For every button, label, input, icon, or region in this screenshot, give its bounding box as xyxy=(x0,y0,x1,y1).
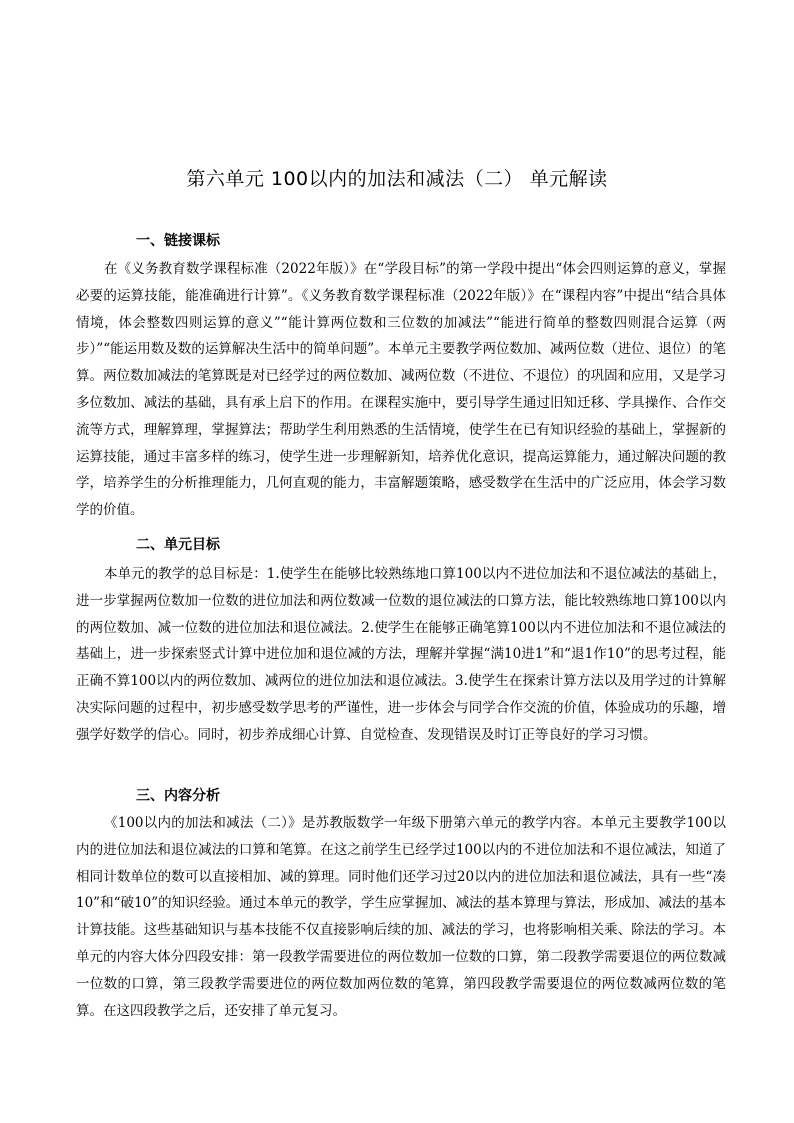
section-heading-curriculum-link: 一、链接课标 xyxy=(136,233,220,249)
page-title: 第六单元 100以内的加法和减法（二） 单元解读 xyxy=(186,168,608,190)
section-body-curriculum-link: 在《义务教育数学课程标准（2022年版）》在“学段目标”的第一学段中提出“体会四则运算的意义，掌握必要的运算技能，能准确进行计算”。《义务教育数学课程标准（2022年版）》在“课程内容”中提出“结合具体情境，体会整数四则运算的意义”“能计算两位数和三位数的加减法”“能进行简单的整数四则混合运算（两步）”“能运用数及数的运算解决生活中的简单问题”。本单元主要教学两位数加、减两位数（进位、退位）的笔算。两位数加减法的笔算既是对已经学过的两位数加、减两位数（不进位、不退位）的巩固和应用，又是学习多位数加、减法的基础，具有承上启下的作用。在课程实施中，要引导学生通过旧知迁移、学具操作、合作交流等方式，理解算理，掌握算法；帮助学生利用熟悉的生活情境，使学生在已有知识经验的基础上，掌握新的运算技能，通过丰富多样的练习，使学生进一步理解新知，培养优化意识，提高运算能力，通过解决问题的教学，培养学生的分析推理能力，几何直观的能力，丰富解题策略，感受数学在生活中的广泛应用，体会学习数学的价值。 xyxy=(76,261,726,519)
section-body-content-analysis: 《100以内的加法和减法（二）》是苏教版数学一年级下册第六单元的教学内容。本单元主要教学100以内的进位加法和退位减法的口算和笔算。在这之前学生已经学过100以内的不进位加法和不退位减法，知道了相同计数单位的数可以直接相加、减的算理。同时他们还学习过20以内的进位加法和退位减法，具有一些“凑10”和“破10”的知识经验。通过本单元的教学，学生应掌握加、减法的基本算理与算法，形成加、减法的基本计算技能。这些基础知识与基本技能不仅直接影响后续的加、减法的学习，也将影响相关乘、除法的学习。本单元的内容大体分四段安排：第一段教学需要进位的两位数加一位数的口算，第二段教学需要退位的两位数减一位数的口算，第三段教学需要进位的两位数加两位数的笔算，第四段教学需要退位的两位数减两位数的笔算。在这四段教学之后，还安排了单元复习。 xyxy=(76,815,726,1019)
section-heading-unit-goals: 二、单元目标 xyxy=(136,537,220,553)
section-heading-content-analysis: 三、内容分析 xyxy=(136,788,220,804)
section-body-unit-goals: 本单元的教学的总目标是：1.使学生在能够比较熟练地口算100以内不进位加法和不退位减法的基础上，进一步掌握两位数加一位数的进位加法和两位数减一位数的退位减法的口算方法，能比较熟练地口算100以内的两位数加、减一位数的进位加法和退位减法。2.使学生在能够正确笔算100以内不进位加法和不退位减法的基础上，进一步探索竖式计算中进位加和退位减的方法，理解并掌握“满10进1”和“退1作10”的思考过程，能正确不算100以内的两位数加、减两位的进位加法和退位减法。3.使学生在探索计算方法以及用学过的计算解决实际问题的过程中，初步感受数学思考的严谨性，进一步体会与同学合作交流的价值，体验成功的乐趣，增强学好数学的信心。同时，初步养成细心计算、自觉检查、发现错误及时订正等良好的学习习惯。 xyxy=(76,566,726,743)
